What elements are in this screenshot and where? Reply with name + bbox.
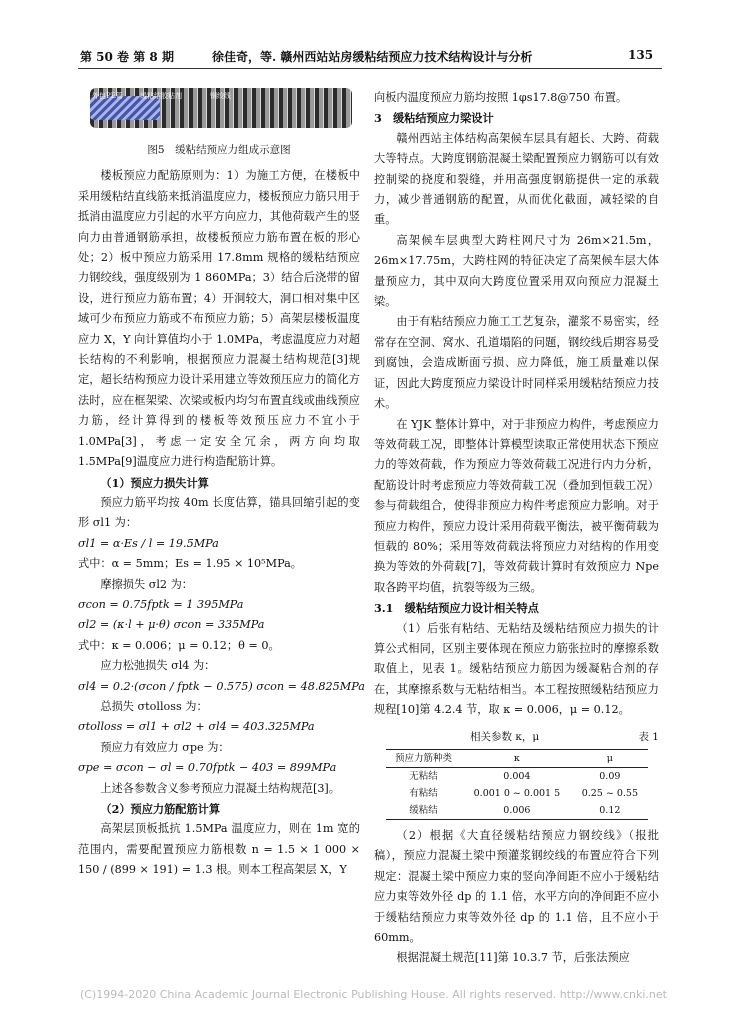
page-number: 135 <box>628 48 654 62</box>
figure-label-strand: 钢绞线 <box>210 92 231 100</box>
paragraph: 摩擦损失 σl2 为： <box>100 577 193 591</box>
table-row <box>386 802 648 820</box>
strand-figure <box>90 88 352 128</box>
table-title: 相关参数 κ，μ <box>470 730 540 743</box>
equation: σl4 = 0.2·(σcon / fptk − 0.575) σcon = 48.825MPa <box>78 679 365 693</box>
table-cell: 0.001 0 ~ 0.001 5 <box>473 788 561 799</box>
equation: σcon = 0.75fptk = 1 395MPa <box>78 597 244 611</box>
paragraph: 应力松弛损失 σl4 为： <box>100 659 216 673</box>
figure-label-adhesive: 缓粘结胶粘剂 <box>140 92 182 100</box>
table-cell: 缓粘结 <box>409 805 438 816</box>
subheading-reinforcement: （2）预应力筋配筋计算 <box>100 802 221 816</box>
paragraph: （1）后张有粘结、无粘结及缓粘结预应力损失的计算公式相同，区别主要体现在预应力筋张拉时的摩擦系数取值上，见表 1。缓粘结预应力筋因为缓凝粘合剂的存在，其摩擦系数与无粘结相当。本工程按照缓粘结预应力规程[10]第 4.2.4 节，取 κ = 0.006，μ = 0.12。 <box>374 621 659 717</box>
copyright-footer: (C)1994-2020 China Academic Journal Electronic Publishing House. All rights reserved. http://www.cnki.net <box>80 988 667 1001</box>
subsection-heading: 3.1 缓粘结预应力设计相关特点 <box>374 601 539 616</box>
paragraph: 总损失 σtolloss 为： <box>100 699 208 713</box>
paragraph: 根据混凝土规范[11]第 10.3.7 节，后张法预应 <box>396 951 630 965</box>
equation: σpe = σcon − σl = 0.70fptk − 403 = 899MPa <box>78 761 337 775</box>
table-cell: 有粘结 <box>409 788 438 799</box>
friction-table <box>386 749 648 820</box>
table-cell: 0.006 <box>503 805 531 816</box>
equation: σl2 = (κ·l + μ·θ) σcon = 335MPa <box>78 618 265 632</box>
header-rule <box>78 68 662 69</box>
equation-note: 式中：κ = 0.006；μ = 0.12；θ = 0。 <box>78 638 280 652</box>
paragraph: 高架候车层典型大跨柱网尺寸为 26m×21.5m，26m×17.75m，大跨柱网的特征决定了高架候车层大体量预应力，其中双向大跨度位置采用双向预应力混凝土梁。 <box>374 233 659 309</box>
paragraph: 赣州西站主体结构高架候车层具有超长、大跨、荷载大等特点。大跨度钢筋混凝土梁配置预应力钢筋可以有效控制梁的挠度和裂缝，并用高强度钢筋提供一定的承载力，减少普通钢筋的配置，从而优化截面，减轻梁的自重。 <box>374 131 659 227</box>
section-heading: 3 缓粘结预应力梁设计 <box>374 111 494 126</box>
table-cell: 0.12 <box>599 805 621 816</box>
equation: σtolloss = σl1 + σl2 + σl4 = 403.325MPa <box>78 720 315 734</box>
table-cell: 0.25 ~ 0.55 <box>581 788 638 799</box>
running-title: 徐佳奇，等. 赣州西站站房缓粘结预应力技术结构设计与分析 <box>212 50 533 64</box>
table-header: μ <box>606 753 613 764</box>
paragraph: 由于有粘结预应力施工工艺复杂，灌浆不易密实，经常存在空洞、窝水、孔道塌陷的问题，钢绞线后期容易受到腐蚀，会造成断面亏损、应力降低，施工质量难以保证，因此大跨度预应力梁设计时同样采用缓粘结预应力技术。 <box>374 315 659 411</box>
table-label: 表 1 <box>638 730 659 743</box>
equation-note: 式中：α = 5mm；Es = 1.95 × 10⁵MPa。 <box>78 557 302 571</box>
paragraph: 预应力有效应力 σpe 为： <box>100 740 230 754</box>
table-cell: 0.004 <box>503 771 531 782</box>
figure-caption: 图5 缓粘结预应力组成示意图 <box>147 144 291 156</box>
paragraph: 预应力筋平均按 40m 长度估算，锚具回缩引起的变形 σl1 为： <box>78 495 360 530</box>
subheading-loss: （1）预应力损失计算 <box>100 475 209 490</box>
table-row <box>386 768 648 786</box>
paragraph: 楼板预应力配筋原则为：1）为施工方便，在楼板中采用缓粘结直线筋来抵消温度应力，楼板预应力筋只用于抵消由温度应力引起的水平方向应力，其他荷载产生的竖向力由普通钢筋承担，故楼板预应力筋布置在板的形心处；2）板中预应力筋采用 17.8mm 规格的缓粘结预应力钢绞线，强度级别为 1 860MPa；3）结合后浇带的留设，进行预应力筋布置；4）开洞较大，洞口相对集中区域可少布预应力筋或不布预应力筋；5）高架层楼板温度应力 X，Y 向计算值均小于 1.0MPa，考虑温度应力对超长结构的不利影响，根据预应力混凝土结构规范[3]规定，超长结构预应力设计采用建立等效预压应力的简化方法时，应在框架梁、次梁或板内均匀布置直线或曲线预应力筋，经计算得到的楼板等效预压应力不宜小于 1.0MPa[3]，考虑一定安全冗余，两方向均取 1.5MPa[9]温度应力进行构造配筋计算。 <box>78 169 360 469</box>
paragraph: 向板内温度预应力筋均按照 1φs17.8@750 布置。 <box>374 91 628 104</box>
journal-volume-issue: 第 50 卷 第 8 期 <box>80 50 174 64</box>
paragraph: 高架层顶板抵抗 1.5MPa 温度应力，则在 1m 宽的范围内，需要配置预应力筋根数 n = 1.5 × 1 000 × 150 / (899 × 191) = 1.3 根。则本工程高架层 X，Y <box>78 822 360 877</box>
table-caption <box>374 727 659 747</box>
figure-label-pe-pipe: 外包PE管 <box>92 92 123 100</box>
table-cell: 0.09 <box>599 771 621 782</box>
paragraph: （2）根据《大直径缓粘结预应力钢绞线》（报批稿），预应力混凝土梁中预灌浆钢绞线的布置应符合下列规定：混凝土梁中预应力束的竖向净间距不应小于缓粘结应力束等效外径 dp 的 1.1 倍，水平方向的净间距不应小于缓粘结预应力束等效外径 dp 的 1.1 倍，且不应小于 60mm。 <box>374 829 659 945</box>
table-header-row <box>386 750 648 768</box>
table-header: 预应力筋种类 <box>395 753 453 764</box>
table-cell: 无粘结 <box>409 771 438 782</box>
right-column <box>374 88 659 969</box>
left-column <box>78 88 365 881</box>
table-header: κ <box>513 753 520 764</box>
equation: σl1 = α·Es / l = 19.5MPa <box>78 536 219 550</box>
table-row <box>386 785 648 802</box>
paragraph: 上述各参数含义参考预应力混凝土结构规范[3]。 <box>100 781 340 795</box>
paragraph: 在 YJK 整体计算中，对于非预应力构件，考虑预应力等效荷载工况，即整体计算模型读取正常使用状态下预应力的等效荷载，作为预应力等效荷载工况进行内力分析，配筋设计时考虑预应力等效荷载工况（叠加到恒载工况）参与荷载组合，使得非预应力构件考虑预应力影响。对于预应力构件，预应力设计采用荷载平衡法，被平衡荷载为恒载的 80%；采用等效荷载法将预应力对结构的作用变换为等效的外荷载[7]，等效荷载计算时有效预应力 Npe 取各跨平均值，抗裂等级为三级。 <box>374 417 659 594</box>
